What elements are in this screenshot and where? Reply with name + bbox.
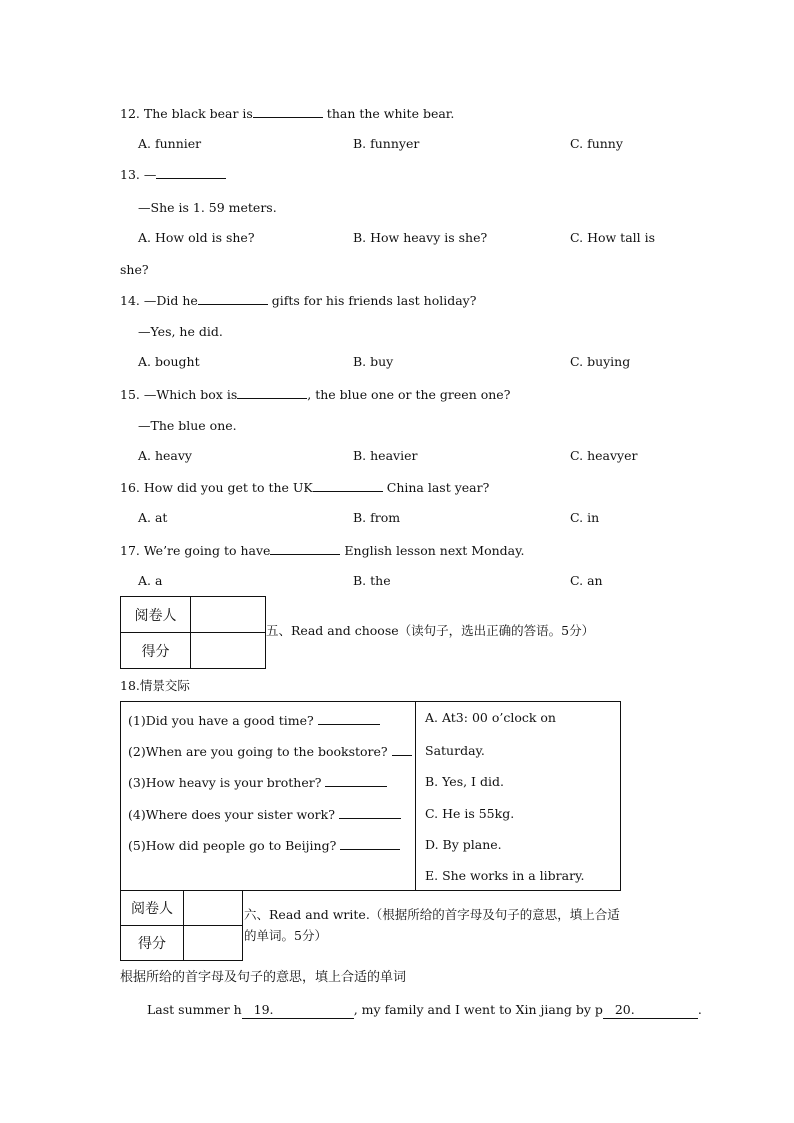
match-answer-a: A. At3: 00 o’clock on [425, 710, 556, 725]
score-cell[interactable] [191, 633, 266, 669]
question-14-text: 14. —Did he [120, 293, 198, 308]
matching-table-divider [415, 701, 416, 890]
question-18-title [120, 678, 190, 694]
answer-blank-20[interactable] [603, 1002, 698, 1019]
match-blank-5[interactable] [340, 837, 400, 850]
q13-option-c-wrap: she? [120, 262, 149, 277]
match-answer-e: E. She works in a library. [425, 868, 585, 883]
section-5-points: 5 [561, 623, 570, 638]
passage-text-end: . [697, 1002, 702, 1017]
question-17-stem [120, 542, 525, 559]
answer-blank-12[interactable] [253, 105, 323, 118]
question-12-text: 12. The black bear is [120, 106, 253, 121]
section-5-instruction: （读句子，选出正确的答语。 [398, 623, 562, 638]
question-17-text-end: English lesson next Monday. [340, 543, 525, 558]
section-5-title: Read and choose [291, 623, 399, 638]
answer-blank-14[interactable] [198, 292, 268, 305]
question-16-stem [120, 479, 489, 496]
section-5-score-box [120, 596, 266, 669]
q14-option-a: A. bought [138, 354, 200, 369]
match-question-3-text: (3)How heavy is your brother? [128, 775, 322, 790]
q17-option-b: B. the [353, 573, 391, 588]
q14-reply: —Yes, he did. [138, 324, 223, 339]
question-14-text-end: gifts for his friends last holiday? [267, 293, 477, 308]
question-12-stem [120, 105, 454, 122]
match-question-1-text: (1)Did you have a good time? [128, 713, 314, 728]
question-15-text-end: , the blue one or the green one? [307, 387, 511, 402]
section-6-instruction-cont: 的单词。 [244, 928, 295, 943]
answer-blank-19[interactable] [242, 1002, 354, 1019]
section-5-number: 五、 [266, 623, 292, 638]
question-17-text: 17. We’re going to have [120, 543, 271, 558]
question-16-text: 16. How did you get to the UK [120, 480, 313, 495]
blank-20-number: 20. [614, 1002, 635, 1017]
section-6-instruction-text: 根据所给的首字母及句子的意思，填上合适的单词 [120, 970, 407, 985]
grader-label: 阅卷人 [121, 891, 184, 926]
score-label: 得分 [121, 926, 184, 961]
q13-option-c: C. How tall is [570, 230, 656, 245]
matching-table [120, 701, 621, 891]
q15-option-c: C. heavyer [570, 448, 638, 463]
question-14-stem [120, 292, 476, 309]
answer-blank-17[interactable] [270, 542, 340, 555]
section-6-heading [244, 907, 620, 923]
answer-blank-15[interactable] [237, 386, 307, 399]
match-blank-2[interactable] [392, 743, 412, 756]
q16-option-c: C. in [570, 510, 600, 525]
match-question-2-text: (2)When are you going to the bookstore? [128, 744, 388, 759]
q17-option-c: C. an [570, 573, 603, 588]
match-blank-4[interactable] [339, 806, 401, 819]
question-15-text: 15. —Which box is [120, 387, 238, 402]
answer-blank-16[interactable] [313, 479, 383, 492]
match-answer-b: B. Yes, I did. [425, 774, 504, 789]
blank-19-number: 19. [253, 1002, 274, 1017]
match-question-2 [128, 743, 414, 760]
question-12-text-end: than the white bear. [322, 106, 455, 121]
q12-option-c: C. funny [570, 136, 623, 151]
match-question-5-text: (5)How did people go to Beijing? [128, 838, 337, 853]
grader-label: 阅卷人 [121, 597, 191, 633]
passage-text-middle: , my family and I went to Xin jiang by p [353, 1002, 603, 1017]
grader-cell[interactable] [191, 597, 266, 633]
section-6-points: 5 [294, 928, 302, 943]
grader-cell[interactable] [184, 891, 243, 926]
section-5-heading [266, 623, 594, 639]
section-6-number: 六、 [244, 907, 270, 922]
question-13-text: 13. — [120, 167, 157, 182]
question-18-number: 18. [120, 678, 140, 693]
passage-line-1 [147, 1002, 702, 1019]
q15-option-b: B. heavier [353, 448, 418, 463]
section-6-score-box [120, 890, 243, 961]
q12-option-b: B. funnyer [353, 136, 420, 151]
match-answer-a-cont: Saturday. [425, 743, 485, 758]
q17-option-a: A. a [138, 573, 163, 588]
section-6-title: Read and write. [269, 907, 370, 922]
q12-option-a: A. funnier [138, 136, 202, 151]
section-5-points-unit: 分） [569, 623, 595, 638]
question-13-stem [120, 166, 226, 183]
answer-blank-13[interactable] [156, 166, 226, 179]
match-blank-3[interactable] [325, 774, 387, 787]
q13-option-a: A. How old is she? [138, 230, 255, 245]
match-question-1 [128, 712, 380, 729]
match-answer-c: C. He is 55kg. [425, 806, 515, 821]
match-question-4-text: (4)Where does your sister work? [128, 807, 335, 822]
q13-option-b: B. How heavy is she? [353, 230, 488, 245]
score-label: 得分 [121, 633, 191, 669]
section-6-instruction: （根据所给的首字母及句子的意思，填上合适 [369, 907, 620, 922]
match-answer-d: D. By plane. [425, 837, 502, 852]
question-16-text-end: China last year? [382, 480, 490, 495]
match-question-4 [128, 806, 401, 823]
match-question-3 [128, 774, 387, 791]
q14-option-c: C. buying [570, 354, 631, 369]
match-question-5 [128, 837, 400, 854]
q13-reply: —She is 1. 59 meters. [138, 200, 277, 215]
q15-reply: —The blue one. [138, 418, 237, 433]
score-cell[interactable] [184, 926, 243, 961]
q15-option-a: A. heavy [138, 448, 192, 463]
q16-option-b: B. from [353, 510, 401, 525]
question-15-stem [120, 386, 510, 403]
question-18-label: 情景交际 [139, 678, 190, 693]
match-blank-1[interactable] [318, 712, 380, 725]
section-6-points-unit: 分） [301, 928, 327, 943]
q16-option-a: A. at [138, 510, 168, 525]
passage-text-start: Last summer h [147, 1002, 242, 1017]
q14-option-b: B. buy [353, 354, 394, 369]
section-6-heading-line-2 [244, 928, 327, 944]
